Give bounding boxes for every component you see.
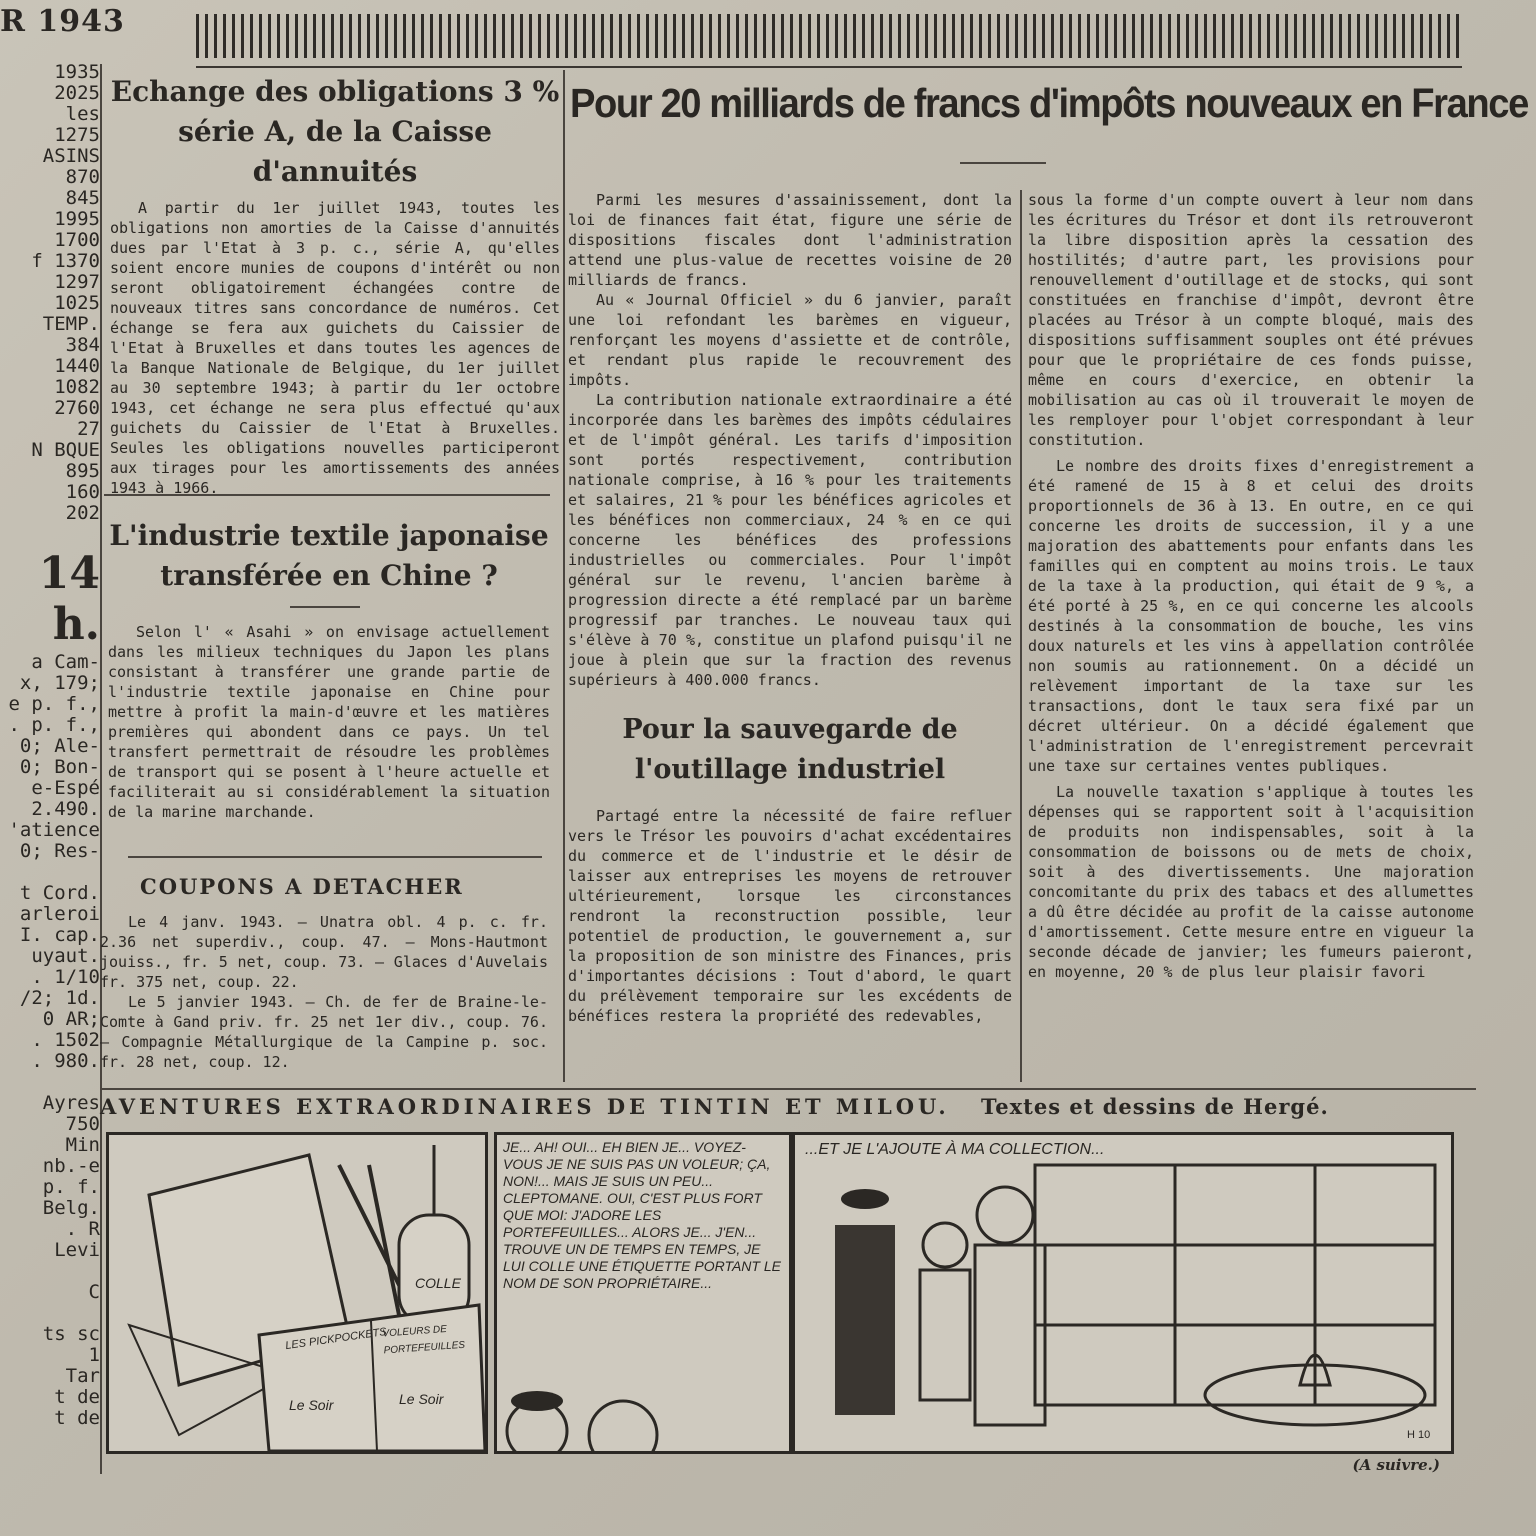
left-strip-line: e-Espé (31, 778, 100, 799)
left-strip-line: 0; Res- (19, 841, 100, 862)
comic-panel-1 (106, 1132, 488, 1454)
article-coupons-title: COUPONS A DETACHER (140, 874, 464, 899)
left-strip-line: 0; Bon- (19, 757, 100, 778)
main-article-col2 (568, 190, 1012, 1026)
left-strip-line: 1297 (54, 272, 100, 293)
column-rule-left (100, 64, 102, 1474)
left-market-strip (0, 62, 100, 524)
left-strip-line: 895 (65, 461, 100, 482)
left-strip-line: 0 AR; (42, 1009, 100, 1030)
panel-3-drawing (795, 1135, 1451, 1451)
tintin-figure-icon (923, 1223, 967, 1267)
left-strip-line: 1700 (54, 230, 100, 251)
article-textile (108, 516, 550, 822)
left-strip-line: arleroi (19, 904, 100, 925)
left-market-strip-lower (0, 652, 100, 1429)
left-strip-time: 14 h. (38, 548, 100, 650)
left-strip-line: 2.490. (31, 799, 100, 820)
column-rule-mid (563, 70, 565, 1082)
masthead-hatch-bar (196, 14, 1462, 58)
coupons-paragraph-2: Le 5 janvier 1943. — Ch. de fer de Braine-le-Comte à Gand priv. fr. 25 net 1er div., coup. 76. — Compagnie Métallurgique de la Campine p. soc. fr. 28 net, coup. 12. (100, 993, 548, 1071)
album-label-pickpockets: LES PICKPOCKETS (284, 1325, 388, 1353)
left-strip-line: les (65, 104, 100, 125)
left-strip-line (0, 1072, 100, 1093)
left-strip-line: t de (54, 1408, 100, 1429)
left-strip-line: Ayres (42, 1093, 100, 1114)
coupons-paragraph-1: Le 4 janv. 1943. — Unatra obl. 4 p. c. fr. 2.36 net superdiv., coup. 47. — Mons-Hautmont jouiss., fr. 5 net, coup. 73. — Glaces d'Auvelais fr. 375 net, coup. 22. (100, 913, 548, 991)
left-strip-line: f 1370 (31, 251, 100, 272)
main-article-col2-body-2 (568, 806, 1012, 1026)
left-strip-line: nb.-e (42, 1156, 100, 1177)
left-strip-line: . 1/10 (31, 967, 100, 988)
comic-panel-3 (792, 1132, 1454, 1454)
panel-3-speech-bubble: ...ET JE L'AJOUTE À MA COLLECTION... (805, 1141, 1105, 1158)
left-strip-line: 1082 (54, 377, 100, 398)
main-article-col3 (1028, 190, 1474, 982)
a-suivre-note: (A suivre.) (1352, 1456, 1440, 1474)
left-strip-line: 870 (65, 167, 100, 188)
main-article-col3-body (1028, 190, 1474, 982)
left-strip-line: 845 (65, 188, 100, 209)
main-paragraph-2: Au « Journal Officiel » du 6 janvier, paraît une loi refondant les barèmes en vigueur, renforçant les moyens d'assiette et de contrôle, et rendant plus rapide le recouvrement des impôts. (568, 291, 1012, 389)
herge-signature: H 10 (1407, 1429, 1431, 1441)
main-headline: Pour 20 milliards de francs d'impôts nouveaux en France (570, 80, 1528, 126)
left-strip-line: . p. f., (8, 715, 100, 736)
bottle-label: COLLE (415, 1275, 461, 1291)
left-strip-line: t de (54, 1387, 100, 1408)
comic-credit: Textes et dessins de Hergé. (981, 1094, 1329, 1119)
article-textile-title: L'industrie textile japonaise transférée en Chine ? (109, 519, 549, 592)
clipping-signature-2: Le Soir (399, 1391, 444, 1407)
left-strip-line: 1 (88, 1345, 100, 1366)
main-article-col2-body (568, 190, 1012, 690)
left-strip-line: C (88, 1282, 100, 1303)
left-strip-line (0, 862, 100, 883)
left-strip-line: 160 (65, 482, 100, 503)
main-paragraph-6: Le nombre des droits fixes d'enregistrement a été ramené de 15 à 8 et celui des droits proportionnels de 36 à 13. En outre, en ce qui concerne les droits de succession, il y a une majoration des abattements pour enfants dans les familles qui en comptent au moins trois. Le taux de la taxe à la production, qui était de 9 %, a été porté à 25 %, en ce qui concerne les alcools destinés à la consommation de bouche, les vins doux naturels et les vins à appellation contrôlée non soumis au rationnement. On a décidé un relèvement important de la taxe sur les transactions, dont le taux sera fixé par un décret ultérieur. On a décidé également que l'administration de l'enregistrement percevrait une taxe sur certaines ventes publiques. (1028, 457, 1474, 775)
left-strip-line (0, 1303, 100, 1324)
collector-figure-icon (977, 1187, 1033, 1243)
article-textile-paragraph: Selon l' « Asahi » on envisage actuellement dans les milieux techniques du Japon les plans consistant à transférer une grande partie de l'industrie textile japonaise en Chine pour mettre à profit la main-d'œuvre et les matières premières qui abondent dans ce pays. Un tel transfert permettrait de résoudre les problèmes de transport qui se posent à l'heure actuelle et faciliterait au si considérablement la situation de la marine marchande. (108, 623, 550, 821)
masthead-year: R 1943 (0, 4, 125, 39)
main-paragraph-1: Parmi les mesures d'assainissement, dont la loi de finances fait état, figure une série de dispositions fiscales dont l'administration attend une plus-value de recettes voisine de 20 milliards de francs. (568, 191, 1012, 289)
article-obligations-body (110, 198, 560, 498)
comic-panel-2 (494, 1132, 792, 1454)
article-coupons (100, 872, 548, 1072)
left-strip-line: uyaut. (31, 946, 100, 967)
tintin-head-icon (589, 1401, 657, 1451)
article-obligations (110, 72, 560, 498)
column-rule-right (1020, 190, 1022, 1082)
article-textile-body (108, 622, 550, 822)
left-strip-line: N BQUE (31, 440, 100, 461)
main-paragraph-4: Partagé entre la nécessité de faire refluer vers le Trésor les pouvoirs d'achat excédentaires du commerce et de l'industrie et le désir de laisser aux entreprises les moyens de retrouver ultérieurement, lorsque les circonstances rendront la reconstruction possible, leur potentiel de production, le gouvernement a, sur la proposition de son ministre des Finances, pris d'importantes décisions : Tout d'abord, le quart du prélèvement temporaire sur les excédents de bénéfices restera la propriété des redevables, (568, 807, 1012, 1025)
left-strip-line: I. cap. (19, 925, 100, 946)
left-strip-line: . 1502 (31, 1030, 100, 1051)
left-strip-line: x, 179; (19, 673, 100, 694)
left-strip-line: a Cam- (31, 652, 100, 673)
left-strip-line (0, 1261, 100, 1282)
left-strip-line: t Cord. (19, 883, 100, 904)
left-strip-line: Levi (54, 1240, 100, 1261)
left-strip-line: 1440 (54, 356, 100, 377)
comic-strip-title (100, 1094, 1480, 1119)
left-strip-line: 750 (65, 1114, 100, 1135)
article-obligations-paragraph: A partir du 1er juillet 1943, toutes les obligations non amorties de la Caisse d'annuités dues par l'Etat à 3 p. c., série A, qu'elles soient encore munies de coupons d'intérêt ou non seront obligatoirement échangées contre de nouveaux titres sans concordance de numéros. Cet échange se fera aux guichets du Caissier de l'Etat à Bruxelles et dans toutes les agences de la Banque Nationale de Belgique, du 1er juillet au 30 septembre 1943; à partir du 1er octobre 1943, cet échange ne sera plus effectué qu'aux guichets du Caissier de l'Etat à Bruxelles. Seules les obligations nouvelles participeront aux tirages pour les amortissements des années 1943 à 1966. (110, 199, 560, 497)
left-strip-line: ts sc (42, 1324, 100, 1345)
comic-series-title: AVENTURES EXTRAORDINAIRES DE TINTIN ET MILOU. (100, 1094, 950, 1119)
left-strip-line: 27 (77, 419, 100, 440)
left-strip-line: /2; 1d. (19, 988, 100, 1009)
article-obligations-title: Echange des obligations 3 % série A, de la Caisse d'annuités (110, 75, 560, 188)
title-underline (960, 162, 1046, 164)
left-strip-line: TEMP. (42, 314, 100, 335)
thompson-figure-icon (835, 1225, 895, 1415)
left-strip-line: 'atience (8, 820, 100, 841)
subhead-outillage: Pour la sauvegarde de l'outillage industriel (622, 714, 958, 785)
panel-2-drawing (497, 1135, 789, 1451)
bowler-hat-icon (841, 1189, 889, 1209)
left-strip-line: 1025 (54, 293, 100, 314)
left-strip-line: 0; Ale- (19, 736, 100, 757)
masthead-rule (196, 66, 1462, 68)
left-strip-line: 1935 (54, 62, 100, 83)
main-paragraph-7: La nouvelle taxation s'applique à toutes les dépenses qui se rapportent soit à l'acquisition de produits non indispensables, soit à la consommation de boissons ou de mets de choix, soit à des divertissements. Une majoration concomitante du prix des tabacs et des allumettes a dû être décidée au profit de la caisse autonome d'amortissement. Cette mesure entre en vigueur la seconde décade de janvier; les fumeurs paieront, en moyenne, 20 % de plus leur plaisir favori (1028, 783, 1474, 981)
left-strip-line: Belg. (42, 1198, 100, 1219)
main-paragraph-3: La contribution nationale extraordinaire a été incorporée dans les barèmes des impôts cédulaires et de l'impôt général. Les tarifs d'imposition sont portés respectivement, contribution nationale comprise, à 16 % pour les traitements et salaires, 21 % pour les bénéfices agricoles et les bénéfices non commerciaux, 24 % en ce qui concerne les bénéfices des professions industrielles ou commerciales. Pour l'impôt général sur le revenu, l'ancien barème à progression directe a été remplacé par un barème progressif par tranches. Le nouveau taux qui s'élève à 70 %, constitue un plafond puisqu'il ne joue à plein que sur la fraction des revenus supérieurs à 400.000 francs. (568, 391, 1012, 689)
panel-2-speech-bubble: JE... AH! OUI... EH BIEN JE... VOYEZ-VOUS JE NE SUIS PAS UN VOLEUR; ÇA, NON!... MAIS JE SUIS UN PEU... CLEPTOMANE. OUI, C'EST PLUS FORT QUE MOI: J'ADORE LES PORTEFEUILLES... ALORS JE... J'EN... TROUVE UN DE TEMPS EN TEMPS, JE LUI COLLE UNE ÉTIQUETTE PORTANT LE NOM DE SON PROPRIÉTAIRE... (503, 1139, 781, 1291)
left-strip-line: . 980. (31, 1051, 100, 1072)
left-strip-line: . R (65, 1219, 100, 1240)
left-strip-line: 2760 (54, 398, 100, 419)
left-strip-line: 2025 (54, 83, 100, 104)
clipping-signature-1: Le Soir (289, 1397, 334, 1413)
left-strip-line: 1995 (54, 209, 100, 230)
left-strip-line: ASINS (42, 146, 100, 167)
left-strip-line: 202 (65, 503, 100, 524)
left-strip-line: Tar (65, 1366, 100, 1387)
comic-separator (100, 1088, 1476, 1090)
article-coupons-body (100, 912, 548, 1072)
left-strip-line: 1275 (54, 125, 100, 146)
article-separator-2 (128, 856, 542, 858)
left-strip-line: e p. f., (8, 694, 100, 715)
left-strip-line: Min (65, 1135, 100, 1156)
left-strip-line: p. f. (42, 1177, 100, 1198)
left-strip-line: 384 (65, 335, 100, 356)
album-label-voleurs: VOLEURS DE PORTEFEUILLES (382, 1323, 466, 1357)
main-paragraph-5: sous la forme d'un compte ouvert à leur nom dans les écritures du Trésor et dont ils retrouveront la libre disposition après la cessation des hostilités; d'autre part, les provisions pour renouvellement d'outillage et de stocks, qui sont constituées en franchise d'impôt, devront être placées au Trésor à un compte bloqué, mais des dispositions suffisamment souples ont été prévues pour que le propriétaire de ces fonds puisse, même en cours d'exercice, en obtenir la mobilisation au cas où il trouverait le moyen de les remployer pour l'objet correspondant à leur constitution. (1028, 191, 1474, 449)
